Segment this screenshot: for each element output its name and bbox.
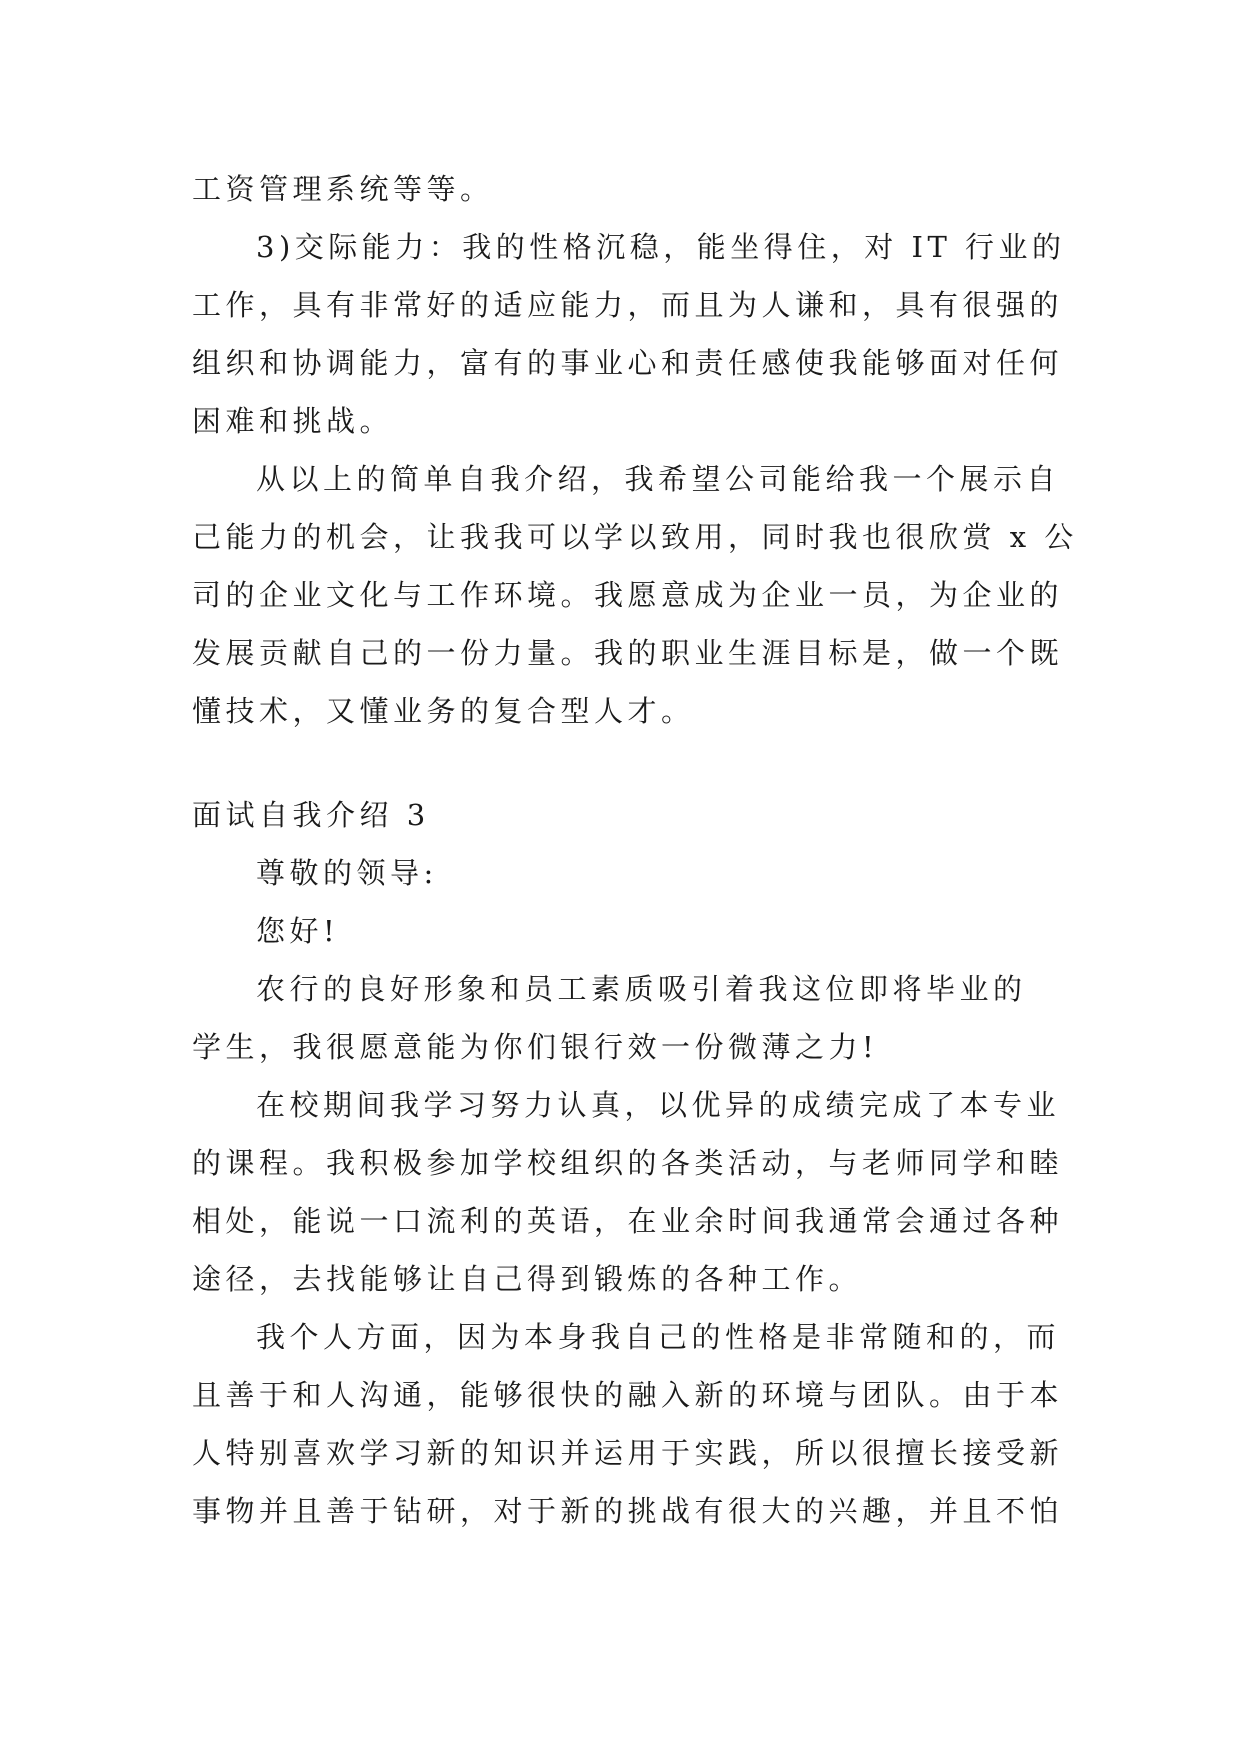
greeting: 您好! bbox=[256, 914, 340, 948]
text-line: 途径，去找能够让自己得到锻炼的各种工作。 bbox=[192, 1262, 863, 1296]
text-line: 3)交际能力：我的性格沉稳，能坐得住，对 IT 行业的 bbox=[256, 230, 1066, 264]
text-line: 懂技术，又懂业务的复合型人才。 bbox=[192, 694, 695, 728]
text-line: 在校期间我学习努力认真，以优异的成绩完成了本专业 bbox=[256, 1088, 1061, 1122]
paragraph-personal-traits bbox=[192, 1308, 1064, 1540]
paragraph-bank-image bbox=[192, 960, 1052, 1076]
text-line: 人特别喜欢学习新的知识并运用于实践，所以很擅长接受新 bbox=[192, 1436, 1064, 1470]
salutation: 尊敬的领导: bbox=[256, 856, 438, 890]
text-line: 农行的良好形象和员工素质吸引着我这位即将毕业的 bbox=[256, 972, 1027, 1006]
text-line: 相处，能说一口流利的英语，在业余时间我通常会通过各种 bbox=[192, 1204, 1064, 1238]
text-line: 我个人方面，因为本身我自己的性格是非常随和的，而 bbox=[256, 1320, 1061, 1354]
text-line: 的课程。我积极参加学校组织的各类活动，与老师同学和睦 bbox=[192, 1146, 1064, 1180]
paragraph-communication-skills bbox=[192, 218, 1066, 450]
text-line: 工作，具有非常好的适应能力，而且为人谦和，具有很强的 bbox=[192, 288, 1064, 322]
text-line: 己能力的机会，让我我可以学以致用，同时我也很欣赏 x 公 bbox=[192, 520, 1078, 554]
section-heading: 面试自我介绍 3 bbox=[192, 798, 430, 832]
text-line: 学生，我很愿意能为你们银行效一份微薄之力! bbox=[192, 1030, 879, 1064]
text-line: 从以上的简单自我介绍，我希望公司能给我一个展示自 bbox=[256, 462, 1061, 496]
section-spacer bbox=[192, 740, 1052, 786]
text-line: 且善于和人沟通，能够很快的融入新的环境与团队。由于本 bbox=[192, 1378, 1064, 1412]
document-body bbox=[192, 160, 1078, 1540]
paragraph-school-experience bbox=[192, 1076, 1064, 1308]
text-line: 工资管理系统等等。 bbox=[192, 172, 494, 206]
text-line: 困难和挑战。 bbox=[192, 404, 394, 438]
text-line: 司的企业文化与工作环境。我愿意成为企业一员，为企业的 bbox=[192, 578, 1064, 612]
text-line: 组织和协调能力，富有的事业心和责任感使我能够面对任何 bbox=[192, 346, 1064, 380]
paragraph-conclusion bbox=[192, 450, 1078, 740]
text-line: 事物并且善于钻研，对于新的挑战有很大的兴趣，并且不怕 bbox=[192, 1494, 1064, 1528]
paragraph-continuation bbox=[192, 160, 1052, 218]
text-line: 发展贡献自己的一份力量。我的职业生涯目标是，做一个既 bbox=[192, 636, 1064, 670]
